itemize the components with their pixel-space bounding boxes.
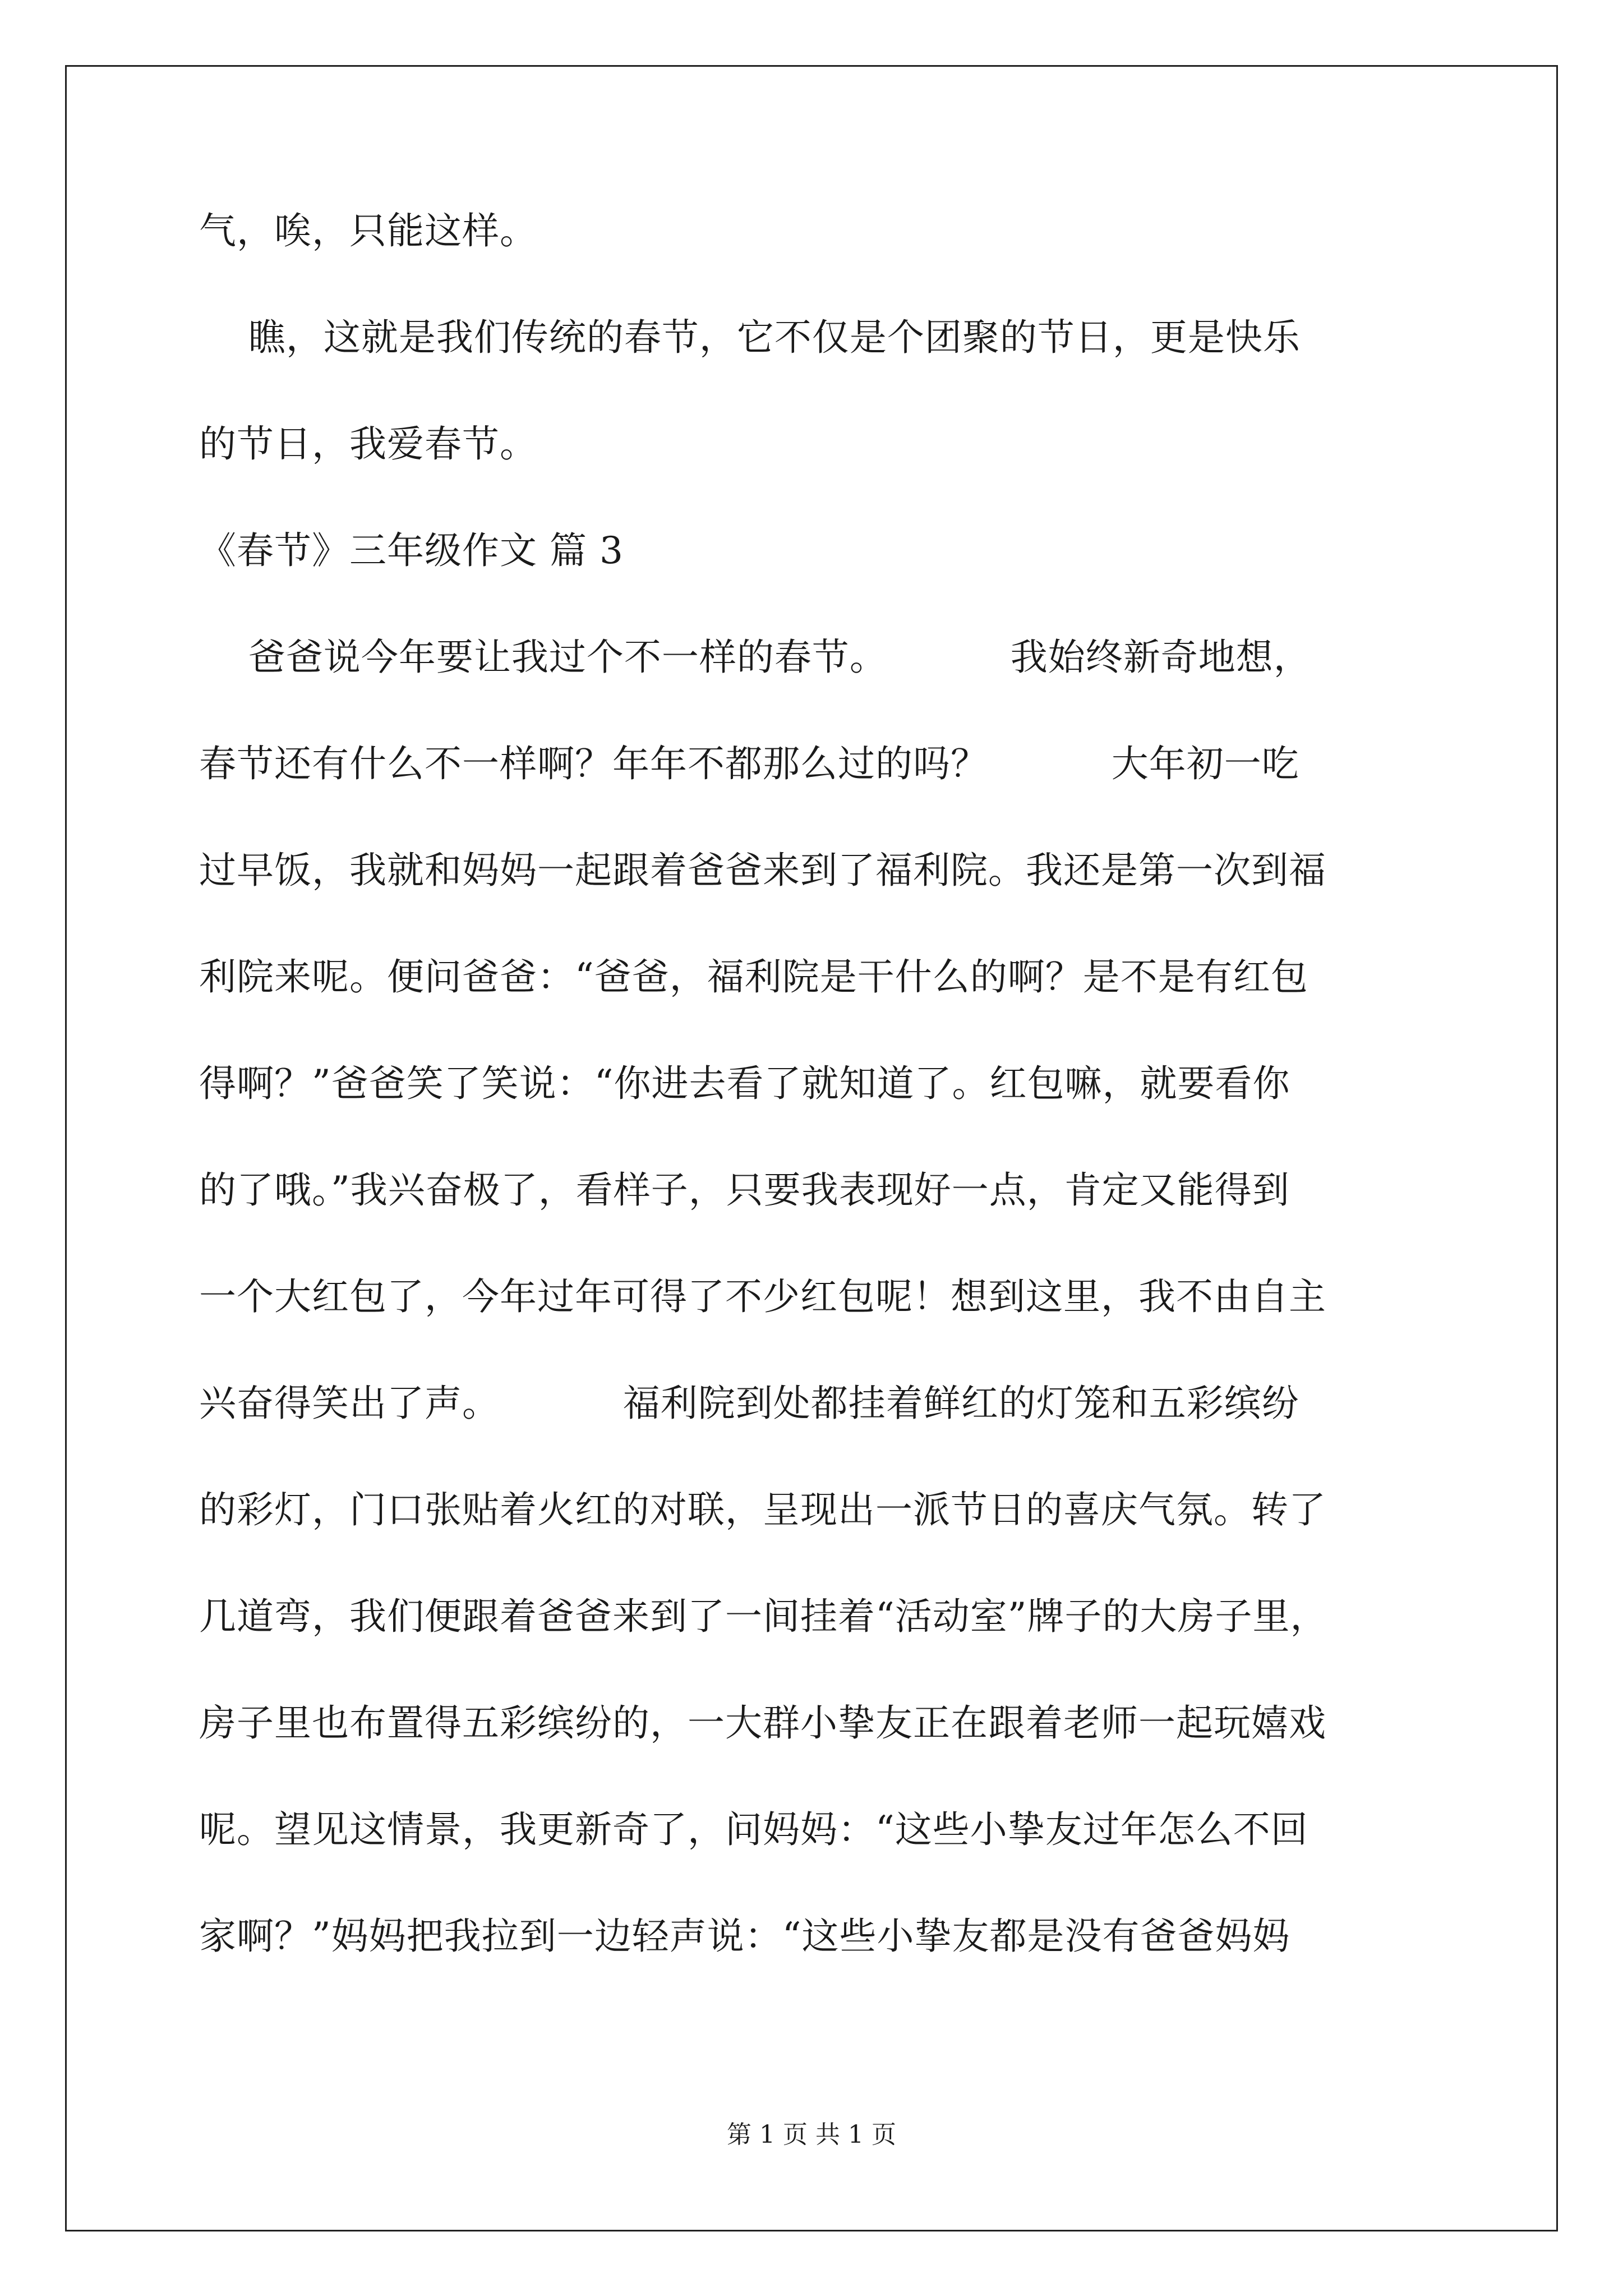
text-line-15: 房子里也布置得五彩缤纷的，一大群小挚友正在跟着老师一起玩嬉戏 xyxy=(199,1701,1326,1745)
page-border xyxy=(65,65,1558,2231)
text-line-9: 得啊？”爸爸笑了笑说：“你进去看了就知道了。红包嘛，就要看你 xyxy=(199,1062,1290,1105)
text-line-10: 的了哦。”我兴奋极了，看样子，只要我表现好一点，肯定又能得到 xyxy=(199,1168,1290,1212)
text-line-7: 过早饭，我就和妈妈一起跟着爸爸来到了福利院。我还是第一次到福 xyxy=(199,849,1326,892)
text-line-13: 的彩灯，门口张贴着火红的对联，呈现出一派节日的喜庆气氛。转了 xyxy=(199,1488,1326,1531)
text-line-11: 一个大红包了，今年过年可得了不少红包呢！想到这里，我不由自主 xyxy=(199,1275,1326,1318)
text-line-16: 呢。望见这情景，我更新奇了，问妈妈：“这些小挚友过年怎么不回 xyxy=(199,1808,1308,1851)
text-line-12: 兴奋得笑出了声。 福利院到处都挂着鲜红的灯笼和五彩缤纷 xyxy=(199,1382,1299,1425)
text-line-2: 瞧，这就是我们传统的春节，它不仅是个团聚的节日，更是快乐 xyxy=(199,316,1301,359)
text-line-17: 家啊？”妈妈把我拉到一边轻声说：“这些小挚友都是没有爸爸妈妈 xyxy=(199,1915,1290,1958)
text-line-5: 爸爸说今年要让我过个不一样的春节。 我始终新奇地想， xyxy=(199,636,1311,679)
text-line-14: 几道弯，我们便跟着爸爸来到了一间挂着“活动室”牌子的大房子里， xyxy=(199,1595,1328,1638)
text-line-6: 春节还有什么不一样啊？年年不都那么过的吗？ 大年初一吃 xyxy=(199,742,1299,785)
text-line-8: 利院来呢。便问爸爸：“爸爸，福利院是干什么的啊？是不是有红包 xyxy=(199,955,1308,999)
page-number-footer: 第 1 页 共 1 页 xyxy=(727,2120,896,2149)
section-heading: 《春节》三年级作文 篇 3 xyxy=(199,529,624,572)
text-line-1: 气，唉，只能这样。 xyxy=(199,209,537,252)
text-line-3: 的节日，我爱春节。 xyxy=(199,422,537,466)
